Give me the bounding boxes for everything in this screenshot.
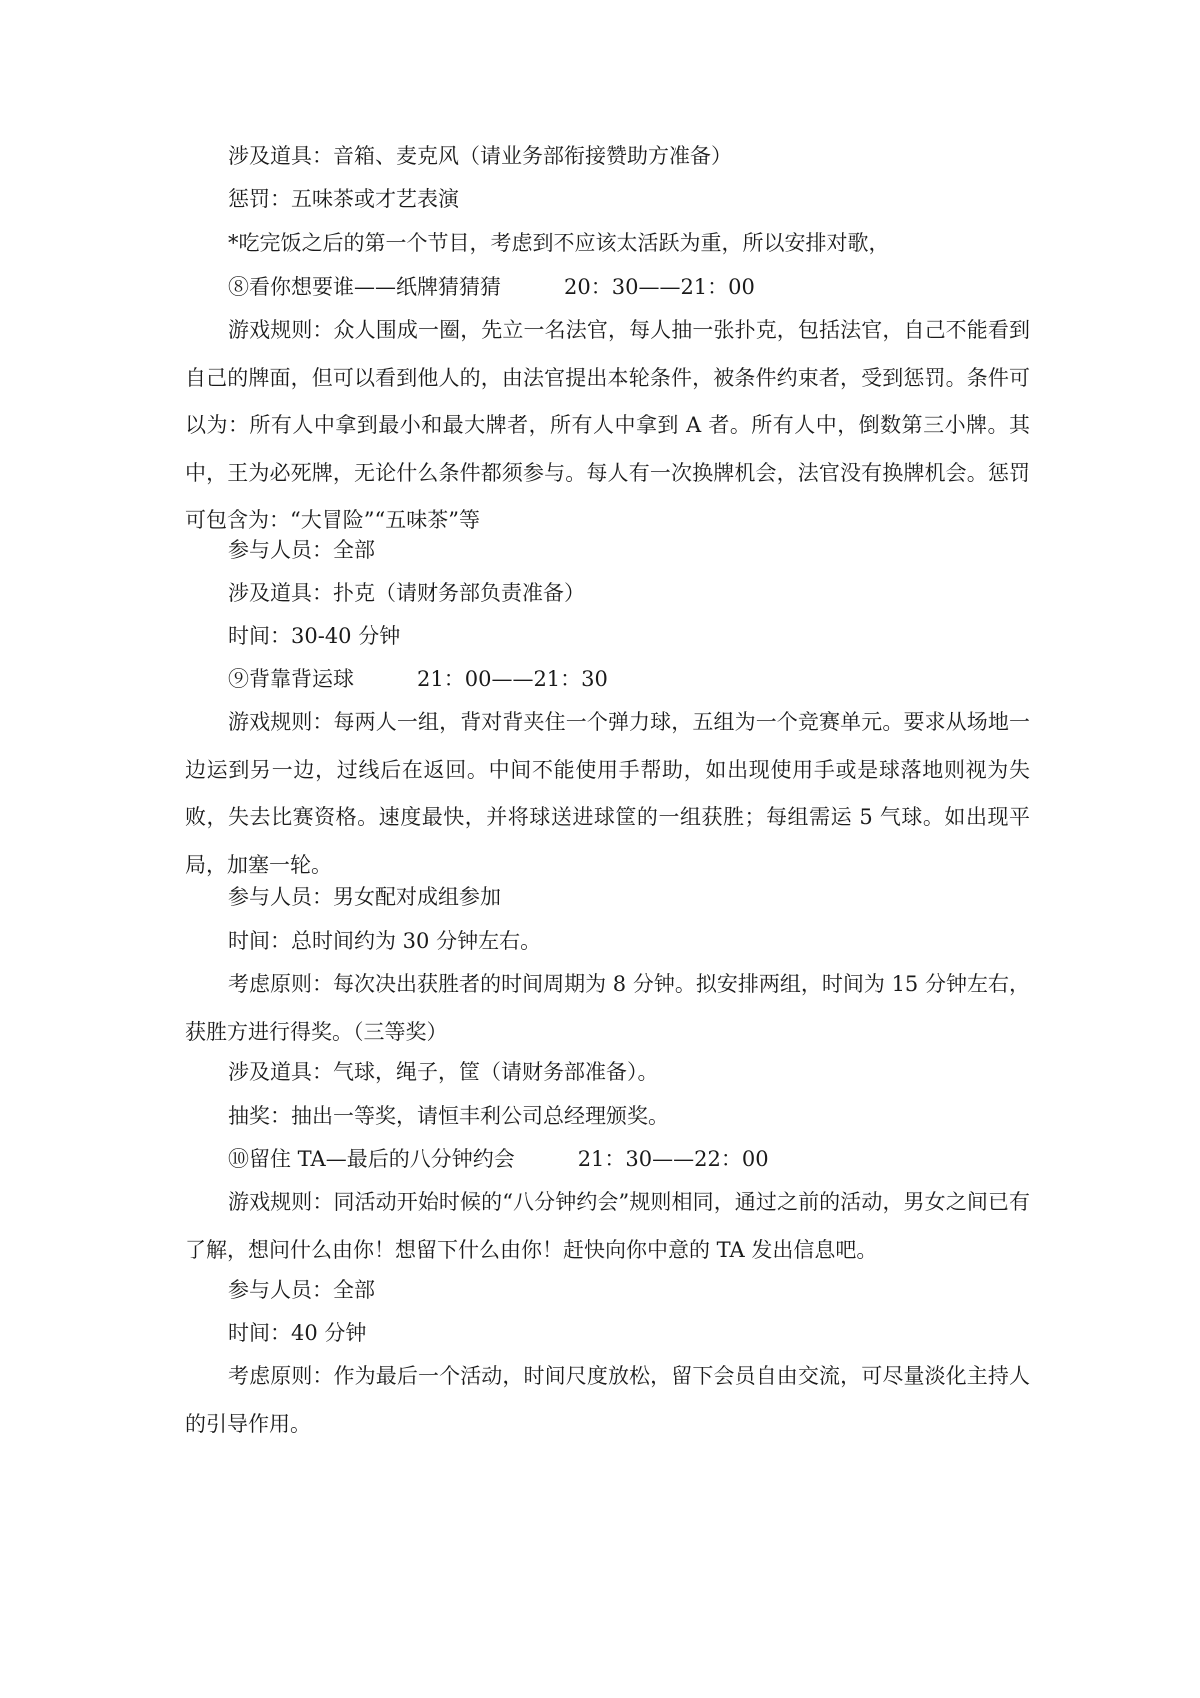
rules-paragraph: 游戏规则：每两人一组，背对背夹住一个弹力球，五组为一个竞赛单元。要求从场地一边运到另一边，过线后在返回。中间不能使用手帮助，如出现使用手或是球落地则视为失败，失去比赛资格。速度最快，并将球送进球筐的一组获胜；每组需运 5 气球。如出现平局，加塞一轮。 [185,710,1030,877]
penalty-line: 惩罚：五味茶或才艺表演 [228,187,459,211]
section-heading: ⑧看你想要谁——纸牌猜猜猜 20：30——21：00 [228,275,755,299]
participants-line: 参与人员：男女配对成组参加 [228,885,501,909]
principle-paragraph: 考虑原则：每次决出获胜者的时间周期为 8 分钟。拟安排两组，时间为 15 分钟左右，获胜方进行得奖。（三等奖） [185,972,1030,1044]
time-line: 时间：30-40 分钟 [228,624,401,648]
props-line: 涉及道具：音箱、麦克风（请业务部衔接赞助方准备） [228,144,732,168]
props-line: 涉及道具：气球，绳子，筐（请财务部准备）。 [228,1060,659,1084]
props-line: 涉及道具：扑克（请财务部负责准备） [228,581,585,605]
section-heading: ⑩留住 TA—最后的八分钟约会 21：30——22：00 [228,1147,769,1171]
participants-line: 参与人员：全部 [228,538,375,562]
rules-paragraph: 游戏规则：众人围成一圈，先立一名法官，每人抽一张扑克，包括法官，自己不能看到自己的牌面，但可以看到他人的，由法官提出本轮条件，被条件约束者，受到惩罚。条件可以为：所有人中拿到最小和最大牌者，所有人中拿到 A 者。所有人中，倒数第三小牌。其中，王为必死牌，无论什么条件都须参与。每人有一次换牌机会，法官没有换牌机会。惩罚可包含为：“大冒险”“五味茶”等 [185,318,1030,532]
section-heading: ⑨背靠背运球 21：00——21：30 [228,667,608,691]
note-line: *吃完饭之后的第一个节目，考虑到不应该太活跃为重，所以安排对歌， [228,231,890,255]
time-line: 时间：总时间约为 30 分钟左右。 [228,929,542,953]
principle-paragraph: 考虑原则：作为最后一个活动，时间尺度放松，留下会员自由交流，可尽量淡化主持人的引导作用。 [185,1364,1030,1436]
participants-line: 参与人员：全部 [228,1278,375,1302]
rules-paragraph: 游戏规则：同活动开始时候的“八分钟约会”规则相同，通过之前的活动，男女之间已有了解，想问什么由你！想留下什么由你！赶快向你中意的 TA 发出信息吧。 [185,1190,1030,1262]
time-line: 时间：40 分钟 [228,1321,367,1345]
draw-line: 抽奖：抽出一等奖，请恒丰利公司总经理颁奖。 [228,1104,669,1128]
